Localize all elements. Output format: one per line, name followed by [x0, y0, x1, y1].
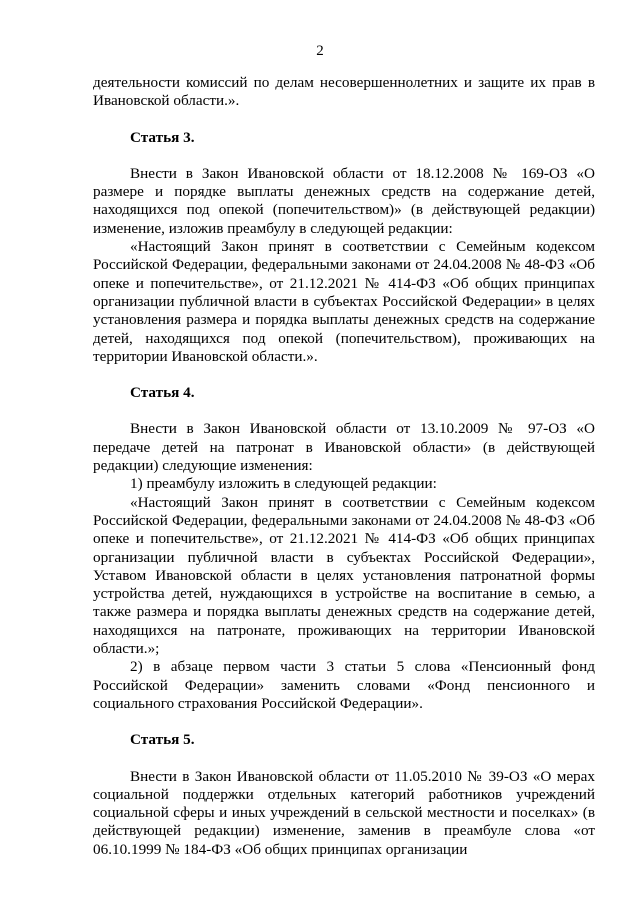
article-4-paragraph-2: 1) преамбулу изложить в следующей редакции:	[130, 475, 437, 493]
article-3-paragraph-1: Внести в Закон Ивановской области от 18.12.2008 № 169-ОЗ «О размере и порядке выплаты денежных средств на содержание детей, находящихся под опекой (попечительством)» (в действующей редакции) изменение, изложив преамбулу в следующей редакции:	[93, 164, 595, 237]
article-4-paragraph-1: Внести в Закон Ивановской области от 13.10.2009 № 97-ОЗ «О передаче детей на патронат в Ивановской области» (в действующей редакции) следующие изменения:	[93, 420, 595, 475]
article-4-paragraph-3: «Настоящий Закон принят в соответствии с Семейным кодексом Российской Федерации, федеральными законами от 24.04.2008 № 48-ФЗ «Об опеке и попечительстве», от 21.12.2021 № 414-ФЗ «Об общих принципах организации публичной власти в субъектах Российской Федерации», Уставом Ивановской области в целях установления патронатной формы устройства детей, нуждающихся в устройстве на воспитание в семью, а также размера и порядка выплаты денежных средств на содержание детей, находящихся на патронате, проживающих на территории Ивановской области.»;	[93, 493, 595, 658]
article-4-paragraph-4: 2) в абзаце первом части 3 статьи 5 слова «Пенсионный фонд Российской Федерации» заменить словами «Фонд пенсионного и социального страхования Российской Федерации».	[93, 658, 595, 712]
article-3-paragraph-2: «Настоящий Закон принят в соответствии с Семейным кодексом Российской Федерации, федеральными законами от 24.04.2008 № 48-ФЗ «Об опеке и попечительстве», от 21.12.2021 № 414-ФЗ «Об общих принципах организации публичной власти в субъектах Российской Федерации» в целях установления размера и порядка выплаты денежных средств на содержание детей, находящихся под опекой (попечительством), проживающих на территории Ивановской области.».	[93, 238, 595, 365]
continuation-paragraph: деятельности комиссий по делам несовершеннолетних и защите их прав в Ивановской области.».	[93, 74, 595, 110]
article-5-heading: Статья 5.	[130, 731, 195, 749]
article-5-paragraph-1: Внести в Закон Ивановской области от 11.05.2010 № 39-ОЗ «О мерах социальной поддержки отдельных категорий работников учреждений социальной сферы и иных учреждений в сельской местности и поселках» (в действующей редакции) изменение, заменив в преамбуле слова «от 06.10.1999 № 184-ФЗ «Об общих принципах организации	[93, 767, 595, 858]
article-4-heading: Статья 4.	[130, 384, 195, 402]
document-body	[93, 74, 595, 859]
article-3-heading: Статья 3.	[130, 128, 195, 146]
page-number: 2	[316, 43, 324, 59]
